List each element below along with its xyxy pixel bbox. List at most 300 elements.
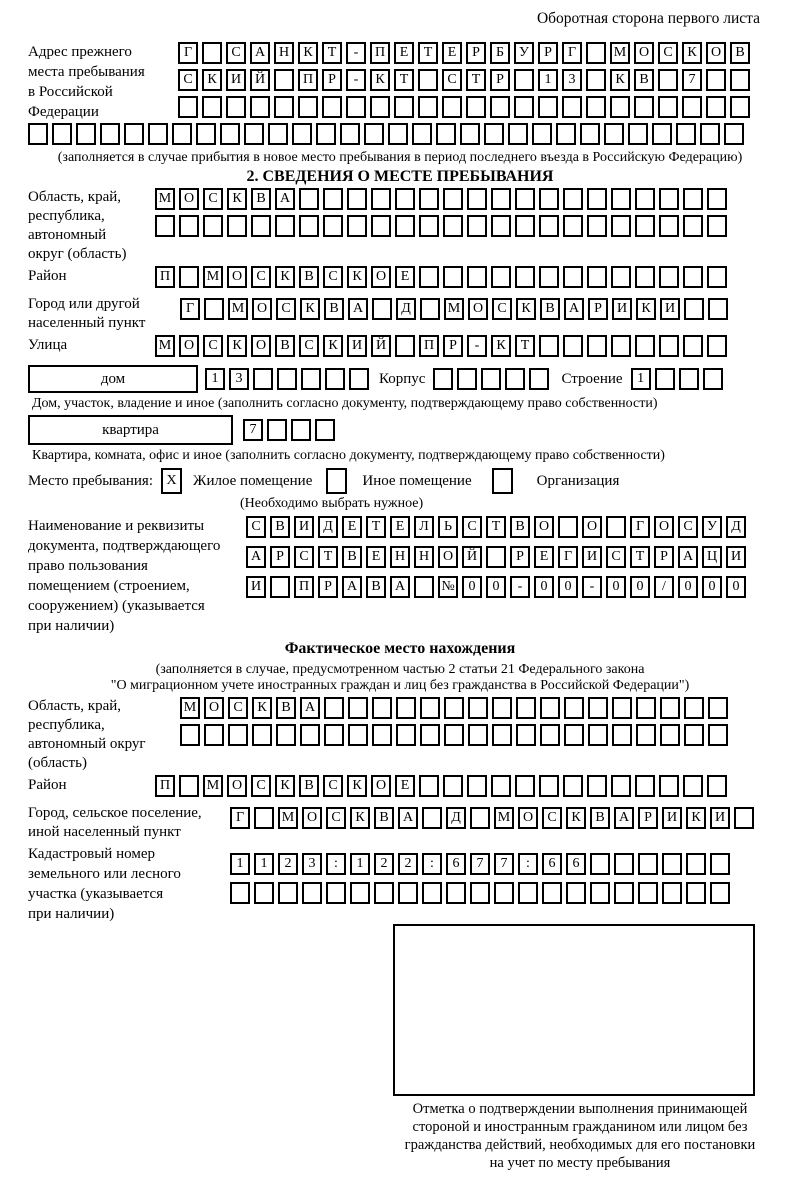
char-box[interactable]: В	[590, 807, 610, 829]
char-box[interactable]: Й	[250, 69, 270, 91]
char-box[interactable]	[412, 123, 432, 145]
char-box[interactable]	[486, 546, 506, 568]
char-box[interactable]: О	[706, 42, 726, 64]
char-box[interactable]: К	[686, 807, 706, 829]
char-box[interactable]	[364, 123, 384, 145]
char-box[interactable]: Р	[466, 42, 486, 64]
char-box[interactable]	[614, 853, 634, 875]
char-box[interactable]	[606, 516, 626, 538]
char-box[interactable]	[252, 724, 272, 746]
char-box[interactable]	[635, 215, 655, 237]
char-box[interactable]	[586, 42, 606, 64]
char-box[interactable]: К	[227, 335, 247, 357]
char-box[interactable]: 0	[678, 576, 698, 598]
char-box[interactable]: А	[342, 576, 362, 598]
char-box[interactable]	[491, 266, 511, 288]
char-box[interactable]	[492, 724, 512, 746]
char-box[interactable]	[179, 215, 199, 237]
char-box[interactable]: 7	[682, 69, 702, 91]
char-box[interactable]: Ь	[438, 516, 458, 538]
char-box[interactable]	[180, 724, 200, 746]
char-box[interactable]	[542, 882, 562, 904]
char-box[interactable]	[348, 724, 368, 746]
char-box[interactable]: У	[514, 42, 534, 64]
char-box[interactable]: С	[323, 266, 343, 288]
char-box[interactable]	[587, 188, 607, 210]
char-box[interactable]: О	[204, 697, 224, 719]
char-box[interactable]: 6	[566, 853, 586, 875]
char-box[interactable]: С	[251, 775, 271, 797]
char-box[interactable]	[467, 775, 487, 797]
char-box[interactable]	[422, 882, 442, 904]
char-box[interactable]: 1	[254, 853, 274, 875]
char-box[interactable]	[100, 123, 120, 145]
char-box[interactable]	[155, 215, 175, 237]
char-box[interactable]: В	[270, 516, 290, 538]
char-box[interactable]	[636, 697, 656, 719]
char-box[interactable]: -	[467, 335, 487, 357]
char-box[interactable]: :	[518, 853, 538, 875]
char-box[interactable]: 2	[374, 853, 394, 875]
char-box[interactable]: С	[226, 42, 246, 64]
char-box[interactable]	[683, 335, 703, 357]
char-box[interactable]	[730, 69, 750, 91]
char-box[interactable]	[707, 266, 727, 288]
char-box[interactable]: П	[419, 335, 439, 357]
char-box[interactable]: К	[347, 266, 367, 288]
char-box[interactable]: Г	[630, 516, 650, 538]
char-box[interactable]	[326, 882, 346, 904]
char-box[interactable]	[325, 368, 345, 390]
char-box[interactable]	[372, 697, 392, 719]
char-box[interactable]	[414, 576, 434, 598]
char-box[interactable]: Р	[318, 576, 338, 598]
char-box[interactable]: В	[730, 42, 750, 64]
char-box[interactable]: М	[494, 807, 514, 829]
char-box[interactable]	[419, 188, 439, 210]
char-box[interactable]: Д	[726, 516, 746, 538]
char-box[interactable]: Р	[490, 69, 510, 91]
char-box[interactable]	[505, 368, 525, 390]
char-box[interactable]	[203, 215, 223, 237]
char-box[interactable]: М	[155, 335, 175, 357]
char-box[interactable]	[323, 188, 343, 210]
char-box[interactable]: 1	[631, 368, 651, 390]
char-box[interactable]: В	[342, 546, 362, 568]
char-box[interactable]	[395, 335, 415, 357]
char-box[interactable]	[202, 42, 222, 64]
char-box[interactable]: С	[462, 516, 482, 538]
char-box[interactable]	[349, 368, 369, 390]
char-box[interactable]: М	[180, 697, 200, 719]
char-box[interactable]: -	[346, 69, 366, 91]
char-box[interactable]	[347, 215, 367, 237]
char-box[interactable]	[490, 96, 510, 118]
char-box[interactable]	[514, 69, 534, 91]
char-box[interactable]	[724, 123, 744, 145]
char-box[interactable]	[508, 123, 528, 145]
char-box[interactable]	[298, 96, 318, 118]
stay-option-checkbox-inoe[interactable]	[326, 468, 347, 494]
char-box[interactable]: Р	[443, 335, 463, 357]
char-box[interactable]	[418, 69, 438, 91]
char-box[interactable]	[563, 215, 583, 237]
char-box[interactable]	[708, 697, 728, 719]
char-box[interactable]: О	[371, 775, 391, 797]
char-box[interactable]	[516, 697, 536, 719]
char-box[interactable]: И	[226, 69, 246, 91]
char-box[interactable]	[443, 188, 463, 210]
char-box[interactable]	[707, 188, 727, 210]
char-box[interactable]	[658, 69, 678, 91]
char-box[interactable]: Т	[366, 516, 386, 538]
char-box[interactable]	[301, 368, 321, 390]
char-box[interactable]	[442, 96, 462, 118]
char-box[interactable]	[460, 123, 480, 145]
char-box[interactable]: /	[654, 576, 674, 598]
char-box[interactable]	[540, 724, 560, 746]
char-box[interactable]: К	[300, 298, 320, 320]
char-box[interactable]: -	[346, 42, 366, 64]
char-box[interactable]	[659, 266, 679, 288]
char-box[interactable]	[422, 807, 442, 829]
char-box[interactable]	[635, 775, 655, 797]
char-box[interactable]: С	[323, 775, 343, 797]
char-box[interactable]	[539, 335, 559, 357]
char-box[interactable]	[539, 215, 559, 237]
char-box[interactable]: О	[227, 266, 247, 288]
char-box[interactable]: К	[636, 298, 656, 320]
char-box[interactable]	[315, 419, 335, 441]
char-box[interactable]	[614, 882, 634, 904]
char-box[interactable]: Т	[318, 546, 338, 568]
char-box[interactable]	[564, 724, 584, 746]
char-box[interactable]	[563, 335, 583, 357]
char-box[interactable]	[703, 368, 723, 390]
char-box[interactable]	[228, 724, 248, 746]
char-box[interactable]: В	[299, 775, 319, 797]
char-box[interactable]: Р	[270, 546, 290, 568]
char-box[interactable]	[395, 215, 415, 237]
char-box[interactable]: О	[371, 266, 391, 288]
char-box[interactable]	[604, 123, 624, 145]
char-box[interactable]	[396, 724, 416, 746]
char-box[interactable]	[708, 724, 728, 746]
char-box[interactable]: А	[300, 697, 320, 719]
char-box[interactable]	[204, 724, 224, 746]
char-box[interactable]: А	[348, 298, 368, 320]
char-box[interactable]: К	[227, 188, 247, 210]
char-box[interactable]	[514, 96, 534, 118]
char-box[interactable]: К	[323, 335, 343, 357]
char-box[interactable]	[635, 335, 655, 357]
char-box[interactable]	[684, 298, 704, 320]
char-box[interactable]	[612, 697, 632, 719]
char-box[interactable]	[398, 882, 418, 904]
char-box[interactable]	[395, 188, 415, 210]
char-box[interactable]	[276, 724, 296, 746]
char-box[interactable]	[202, 96, 222, 118]
char-box[interactable]	[588, 724, 608, 746]
char-box[interactable]: И	[726, 546, 746, 568]
char-box[interactable]: 0	[534, 576, 554, 598]
char-box[interactable]	[340, 123, 360, 145]
char-box[interactable]	[300, 724, 320, 746]
char-box[interactable]: 7	[243, 419, 263, 441]
char-box[interactable]	[586, 96, 606, 118]
char-box[interactable]	[274, 69, 294, 91]
char-box[interactable]	[539, 775, 559, 797]
char-box[interactable]	[420, 697, 440, 719]
char-box[interactable]	[540, 697, 560, 719]
char-box[interactable]	[683, 775, 703, 797]
char-box[interactable]	[611, 335, 631, 357]
char-box[interactable]: Т	[515, 335, 535, 357]
char-box[interactable]: К	[350, 807, 370, 829]
char-box[interactable]	[515, 775, 535, 797]
char-box[interactable]: :	[422, 853, 442, 875]
char-box[interactable]	[254, 882, 274, 904]
char-box[interactable]	[515, 215, 535, 237]
char-box[interactable]	[267, 419, 287, 441]
char-box[interactable]: Г	[180, 298, 200, 320]
char-box[interactable]: Б	[490, 42, 510, 64]
char-box[interactable]	[278, 882, 298, 904]
char-box[interactable]	[686, 882, 706, 904]
char-box[interactable]	[563, 775, 583, 797]
char-box[interactable]: О	[179, 188, 199, 210]
char-box[interactable]	[372, 298, 392, 320]
char-box[interactable]	[370, 96, 390, 118]
char-box[interactable]	[611, 266, 631, 288]
char-box[interactable]	[220, 123, 240, 145]
char-box[interactable]	[418, 96, 438, 118]
char-box[interactable]	[587, 775, 607, 797]
char-box[interactable]	[683, 266, 703, 288]
char-box[interactable]: 6	[542, 853, 562, 875]
char-box[interactable]: Г	[230, 807, 250, 829]
char-box[interactable]	[470, 807, 490, 829]
char-box[interactable]: 1	[538, 69, 558, 91]
char-box[interactable]	[292, 123, 312, 145]
char-box[interactable]	[707, 215, 727, 237]
char-box[interactable]: Р	[510, 546, 530, 568]
char-box[interactable]: 1	[350, 853, 370, 875]
char-box[interactable]: Е	[442, 42, 462, 64]
char-box[interactable]: Т	[466, 69, 486, 91]
char-box[interactable]: А	[564, 298, 584, 320]
char-box[interactable]: К	[347, 775, 367, 797]
char-box[interactable]	[659, 188, 679, 210]
char-box[interactable]: Г	[178, 42, 198, 64]
char-box[interactable]	[635, 266, 655, 288]
char-box[interactable]: В	[540, 298, 560, 320]
char-box[interactable]: Й	[371, 335, 391, 357]
char-box[interactable]	[515, 188, 535, 210]
char-box[interactable]: Р	[654, 546, 674, 568]
char-box[interactable]	[566, 882, 586, 904]
char-box[interactable]	[686, 853, 706, 875]
char-box[interactable]	[662, 853, 682, 875]
char-box[interactable]	[275, 215, 295, 237]
char-box[interactable]: 2	[278, 853, 298, 875]
char-box[interactable]	[322, 96, 342, 118]
char-box[interactable]: А	[275, 188, 295, 210]
char-box[interactable]: О	[634, 42, 654, 64]
char-box[interactable]	[734, 807, 754, 829]
char-box[interactable]	[676, 123, 696, 145]
char-box[interactable]: О	[518, 807, 538, 829]
stay-option-checkbox-zhiloe[interactable]: X	[161, 468, 182, 494]
char-box[interactable]	[682, 96, 702, 118]
char-box[interactable]: С	[442, 69, 462, 91]
char-box[interactable]: С	[299, 335, 319, 357]
char-box[interactable]	[374, 882, 394, 904]
char-box[interactable]: Е	[342, 516, 362, 538]
char-box[interactable]	[710, 853, 730, 875]
char-box[interactable]	[124, 123, 144, 145]
char-box[interactable]	[444, 697, 464, 719]
char-box[interactable]	[348, 697, 368, 719]
char-box[interactable]	[178, 96, 198, 118]
char-box[interactable]: 3	[562, 69, 582, 91]
char-box[interactable]	[586, 69, 606, 91]
char-box[interactable]: Е	[395, 266, 415, 288]
char-box[interactable]	[443, 215, 463, 237]
char-box[interactable]	[611, 215, 631, 237]
char-box[interactable]	[539, 266, 559, 288]
char-box[interactable]	[612, 724, 632, 746]
char-box[interactable]	[628, 123, 648, 145]
char-box[interactable]: 7	[470, 853, 490, 875]
char-box[interactable]	[179, 266, 199, 288]
char-box[interactable]: П	[298, 69, 318, 91]
char-box[interactable]: Й	[462, 546, 482, 568]
char-box[interactable]	[291, 419, 311, 441]
char-box[interactable]: -	[510, 576, 530, 598]
char-box[interactable]	[611, 775, 631, 797]
char-box[interactable]: О	[582, 516, 602, 538]
char-box[interactable]	[467, 188, 487, 210]
char-box[interactable]	[433, 368, 453, 390]
char-box[interactable]	[468, 724, 488, 746]
char-box[interactable]	[346, 96, 366, 118]
char-box[interactable]: В	[510, 516, 530, 538]
char-box[interactable]	[446, 882, 466, 904]
char-box[interactable]	[660, 697, 680, 719]
char-box[interactable]: В	[366, 576, 386, 598]
char-box[interactable]: И	[660, 298, 680, 320]
char-box[interactable]	[396, 697, 416, 719]
char-box[interactable]: В	[275, 335, 295, 357]
char-box[interactable]: О	[654, 516, 674, 538]
char-box[interactable]: И	[612, 298, 632, 320]
char-box[interactable]	[558, 516, 578, 538]
char-box[interactable]: В	[299, 266, 319, 288]
char-box[interactable]: №	[438, 576, 458, 598]
char-box[interactable]: П	[155, 266, 175, 288]
char-box[interactable]: Е	[394, 42, 414, 64]
char-box[interactable]: Д	[396, 298, 416, 320]
char-box[interactable]	[707, 335, 727, 357]
char-box[interactable]	[388, 123, 408, 145]
char-box[interactable]	[419, 215, 439, 237]
char-box[interactable]	[684, 724, 704, 746]
char-box[interactable]	[302, 882, 322, 904]
char-box[interactable]	[420, 298, 440, 320]
char-box[interactable]: С	[203, 188, 223, 210]
char-box[interactable]: С	[492, 298, 512, 320]
char-box[interactable]: 3	[302, 853, 322, 875]
char-box[interactable]	[323, 215, 343, 237]
char-box[interactable]: К	[682, 42, 702, 64]
char-box[interactable]: Т	[418, 42, 438, 64]
char-box[interactable]	[562, 96, 582, 118]
char-box[interactable]	[683, 188, 703, 210]
char-box[interactable]: С	[246, 516, 266, 538]
char-box[interactable]	[652, 123, 672, 145]
char-box[interactable]: 1	[205, 368, 225, 390]
char-box[interactable]	[444, 724, 464, 746]
char-box[interactable]	[350, 882, 370, 904]
char-box[interactable]: М	[228, 298, 248, 320]
char-box[interactable]	[563, 266, 583, 288]
char-box[interactable]	[590, 882, 610, 904]
char-box[interactable]: В	[276, 697, 296, 719]
char-box[interactable]: В	[374, 807, 394, 829]
char-box[interactable]	[587, 335, 607, 357]
char-box[interactable]: С	[276, 298, 296, 320]
char-box[interactable]: В	[251, 188, 271, 210]
char-box[interactable]	[270, 576, 290, 598]
char-box[interactable]: А	[614, 807, 634, 829]
char-box[interactable]	[244, 123, 264, 145]
char-box[interactable]	[470, 882, 490, 904]
char-box[interactable]	[468, 697, 488, 719]
char-box[interactable]	[494, 882, 514, 904]
char-box[interactable]	[467, 266, 487, 288]
char-box[interactable]	[347, 188, 367, 210]
char-box[interactable]	[611, 188, 631, 210]
char-box[interactable]: 0	[630, 576, 650, 598]
char-box[interactable]: М	[203, 266, 223, 288]
char-box[interactable]	[662, 882, 682, 904]
char-box[interactable]	[491, 188, 511, 210]
char-box[interactable]	[419, 775, 439, 797]
char-box[interactable]: 0	[462, 576, 482, 598]
char-box[interactable]	[420, 724, 440, 746]
char-box[interactable]: Р	[638, 807, 658, 829]
char-box[interactable]	[529, 368, 549, 390]
char-box[interactable]: -	[582, 576, 602, 598]
char-box[interactable]: А	[678, 546, 698, 568]
char-box[interactable]	[484, 123, 504, 145]
char-box[interactable]	[587, 215, 607, 237]
char-box[interactable]: А	[390, 576, 410, 598]
char-box[interactable]: С	[326, 807, 346, 829]
char-box[interactable]	[683, 215, 703, 237]
char-box[interactable]	[563, 188, 583, 210]
char-box[interactable]	[564, 697, 584, 719]
char-box[interactable]: Т	[630, 546, 650, 568]
char-box[interactable]: У	[702, 516, 722, 538]
char-box[interactable]	[230, 882, 250, 904]
char-box[interactable]: 2	[398, 853, 418, 875]
char-box[interactable]: 6	[446, 853, 466, 875]
char-box[interactable]	[515, 266, 535, 288]
char-box[interactable]	[204, 298, 224, 320]
char-box[interactable]	[436, 123, 456, 145]
